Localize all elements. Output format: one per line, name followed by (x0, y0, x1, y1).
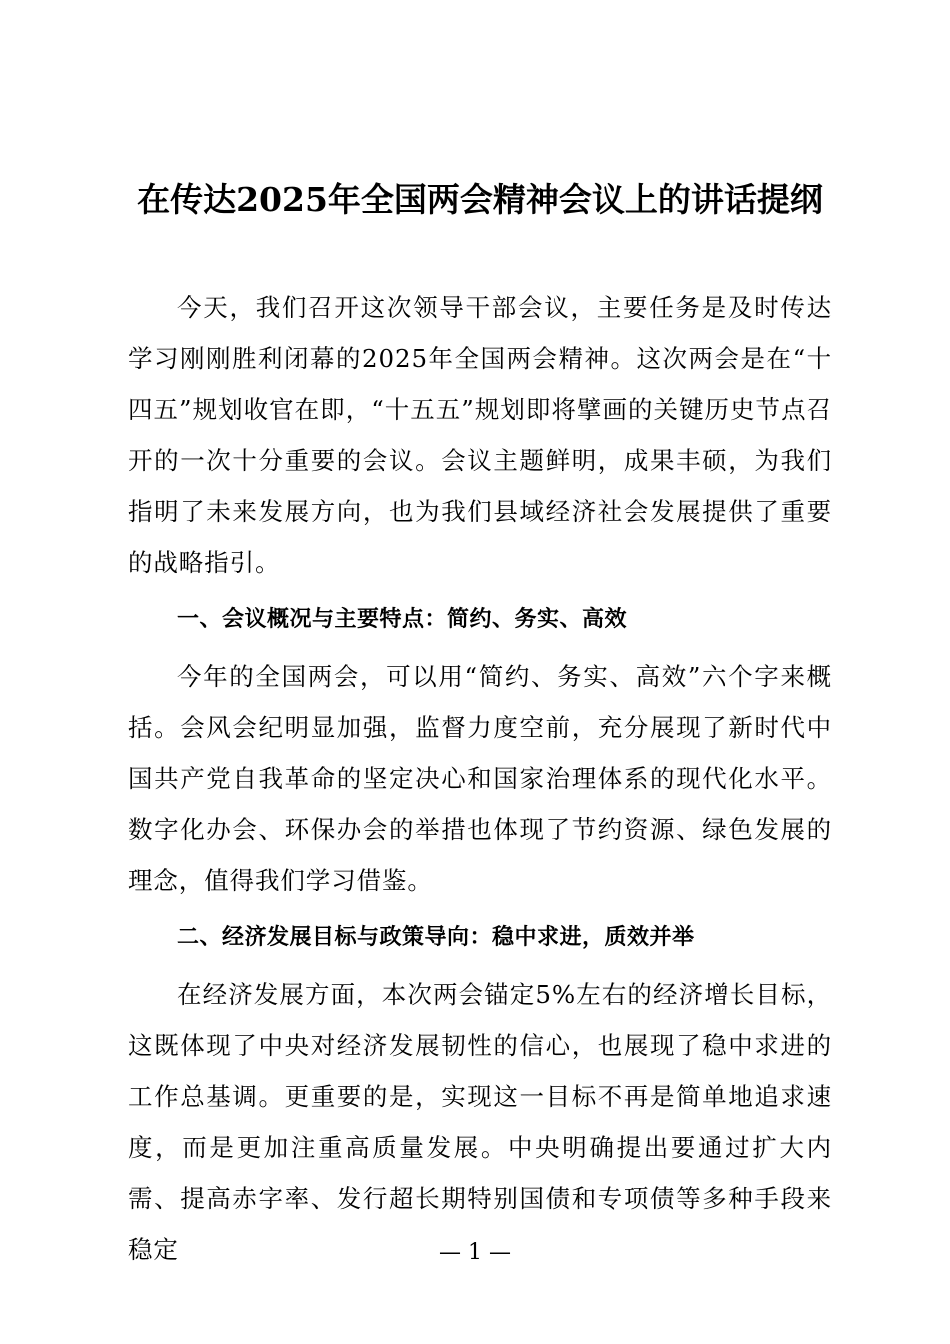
section-heading-2: 二、经济发展目标与政策导向：稳中求进，质效并举 (177, 925, 695, 950)
document-title: 在传达2025年全国两会精神会议上的讲话提纲 (137, 180, 823, 219)
section-paragraph-1: 今年的全国两会，可以用“简约、务实、高效”六个字来概括。会风会纪明显加强，监督力度空前，充分展现了新时代中国共产党自我革命的坚定决心和国家治理体系的现代化水平。数字化办会、环保办会的举措也体现了节约资源、绿色发展的理念，值得我们学习借鉴。 (128, 662, 832, 895)
intro-paragraph: 今天，我们召开这次领导干部会议，主要任务是及时传达学习刚刚胜利闭幕的2025年全国两会精神。这次两会是在“十四五”规划收官在即，“十五五”规划即将擘画的关键历史节点召开的一次十分重要的会议。会议主题鲜明，成果丰硕，为我们指明了未来发展方向，也为我们县域经济社会发展提供了重要的战略指引。 (128, 293, 832, 577)
page-number: — 1 — (439, 1240, 511, 1265)
document-body (128, 282, 832, 1275)
section-heading-1: 一、会议概况与主要特点：简约、务实、高效 (177, 607, 628, 632)
section-paragraph-2: 在经济发展方面，本次两会锚定5%左右的经济增长目标，这既体现了中央对经济发展韧性的信心，也展现了稳中求进的工作总基调。更重要的是，实现这一目标不再是简单地追求速度，而是更加注重高质量发展。中央明确提出要通过扩大内需、提高赤字率、发行超长期特别国债和专项债等多种手段来稳定 (128, 980, 832, 1264)
